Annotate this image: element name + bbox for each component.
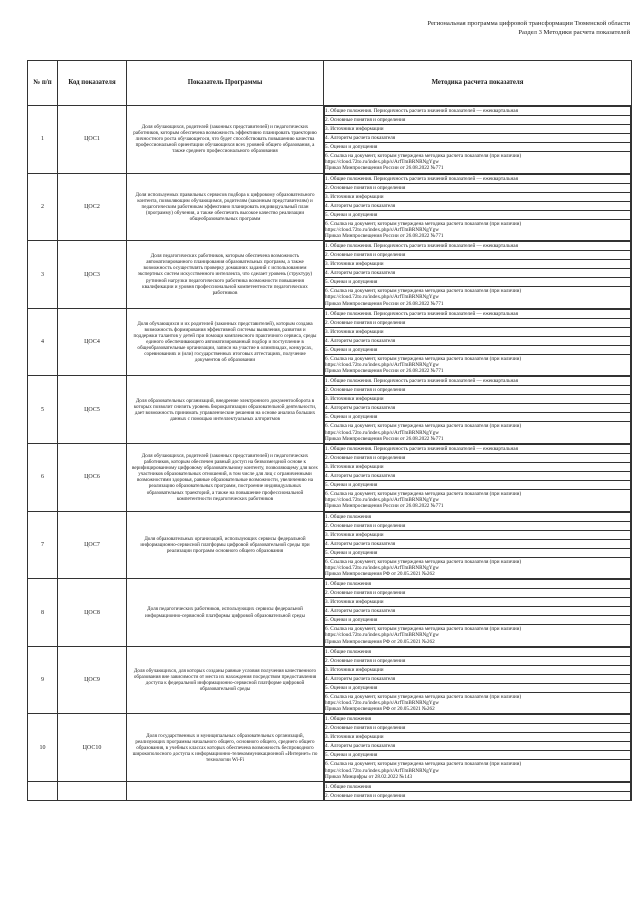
- method-step: 3. Источники информации: [325, 665, 631, 674]
- method-step-row: [325, 665, 631, 674]
- method-step: 3. Источники информации: [325, 530, 631, 539]
- method-step-row: [325, 598, 631, 607]
- row-number: 3: [28, 241, 58, 309]
- method-step: 3. Источники информации: [325, 463, 631, 472]
- method-step-row: [325, 134, 631, 143]
- table-row: [28, 579, 632, 647]
- document-reference-line: 6. Ссылка на документ, которым утверждена методика расчета показателя (при наличии): [325, 220, 522, 227]
- method-step-row: [325, 683, 631, 692]
- method-step: 2. Основные понятия и определения: [325, 386, 631, 395]
- method-step: 5. Оценки и допущения: [325, 413, 631, 422]
- method-step-row: [325, 395, 631, 404]
- document-reference-line: Приказ Минпросвещения России от 26.08.2022 №771: [325, 165, 444, 172]
- method-step-row: [325, 192, 631, 201]
- method-step-row: [325, 174, 631, 183]
- method-step-row: [325, 125, 631, 134]
- indicator-description: Доля образовательных организаций, внедрение электронного документооборота в которых позволит снизить уровень бюрократизации образовательной деятельности, дает возможность принимать управленческие решения на основе анализа больших данных с помощью интеллектуальных алгоритмов: [127, 376, 324, 444]
- method-step: 5. Оценки и допущения: [325, 481, 631, 490]
- method-step: 5. Оценки и допущения: [325, 278, 631, 287]
- method-step: 4. Алгоритм расчета показателя: [325, 201, 631, 210]
- method-step-row: [325, 792, 631, 801]
- table-header-row: [28, 61, 632, 106]
- indicator-code: ЦОС10: [58, 714, 127, 782]
- method-cell: [324, 511, 632, 579]
- document-reference-line: 6. Ссылка на документ, которым утверждена методика расчета показателя (при наличии): [325, 288, 522, 295]
- method-step-row: [325, 422, 631, 443]
- method-step: 1. Общие положения. Периодичность расчета значений показателей — ежеквартальная: [325, 377, 631, 386]
- method-step: 2. Основные понятия и определения: [325, 724, 631, 733]
- column-header-method: Методика расчета показателя: [324, 61, 632, 106]
- method-step: 2. Основные понятия и определения: [325, 454, 631, 463]
- method-step: 2. Основные понятия и определения: [325, 589, 631, 598]
- method-step: 4. Алгоритм расчета показателя: [325, 472, 631, 481]
- method-steps-table: [324, 714, 631, 781]
- method-step: 3. Источники информации: [325, 733, 631, 742]
- method-step-row: [325, 656, 631, 665]
- method-step-row: [325, 724, 631, 733]
- document-reference-line: 6. Ссылка на документ, которым утверждена методика расчета показателя (при наличии): [325, 558, 522, 565]
- method-step-row: [325, 219, 631, 240]
- method-step-row: [325, 269, 631, 278]
- document-reference-line: 6. Ссылка на документ, которым утверждена методика расчета показателя (при наличии): [325, 761, 522, 768]
- document-reference-line: Приказ Минпросвещения России от 26.08.2022 №771: [325, 435, 444, 442]
- method-step: 5. Оценки и допущения: [325, 345, 631, 354]
- method-step: 2. Основные понятия и определения: [325, 251, 631, 260]
- row-number: [28, 782, 58, 801]
- document-reference-line: Приказ Минпросвещения РФ от 20.05.2021 №262: [325, 706, 435, 713]
- method-document-reference: [325, 692, 631, 713]
- indicator-description: Доля обучающихся, родителей (законных представителей) и педагогических работников, которым обеспечен равный доступ на безвозмездной основе к верифицированному цифровому образовательному контенту, позволяющему для всех участников образовательных отношений, в том числе для лиц с ограниченными возможностями здоровья, равные образовательные возможности, увеличению на реализацию образовательных программ, построение индивидуальных образовательных траекторий, а также на повышение профессиональной компетентности педагогических работников: [127, 444, 324, 512]
- method-step-row: [325, 242, 631, 251]
- method-step: 2. Основные понятия и определения: [325, 792, 631, 801]
- method-step-row: [325, 539, 631, 548]
- document-link[interactable]: https://cloud.72to.ru/index.php/s/ArfTmBRNRNgYgw: [325, 700, 439, 707]
- method-cell: [324, 106, 632, 174]
- document-reference-line: 6. Ссылка на документ, которым утверждена методика расчета показателя (при наличии): [325, 693, 522, 700]
- table-row: [28, 444, 632, 512]
- method-document-reference: [325, 625, 631, 646]
- method-step: 5. Оценки и допущения: [325, 683, 631, 692]
- method-step-row: [325, 783, 631, 792]
- method-steps-table: [324, 782, 631, 800]
- method-step: 4. Алгоритм расчета показателя: [325, 404, 631, 413]
- method-step-row: [325, 692, 631, 713]
- indicator-description: Доля педагогических работников, которым обеспечена возможность автоматизированного планирования образовательных программ, а также возможность осуществлять проверку домашних заданий с использованием экспертных систем искусственного интеллекта, что сделает уровень (структуру) рутинной нагрузки педагогического работника возможности повышения квалификации и уровня профессиональной компетентности педагогических работников: [127, 241, 324, 309]
- method-step: 4. Алгоритм расчета показателя: [325, 742, 631, 751]
- document-reference-line: Приказ Минпросвещения России от 26.08.2022 №771: [325, 368, 444, 375]
- method-step-row: [325, 404, 631, 413]
- method-step: 4. Алгоритм расчета показателя: [325, 269, 631, 278]
- document-link[interactable]: https://cloud.72to.ru/index.php/s/ArfTmBRNRNgYgw: [325, 294, 439, 301]
- table-row: [28, 241, 632, 309]
- method-step: 2. Основные понятия и определения: [325, 521, 631, 530]
- document-reference-line: Приказ Минпросвещения России от 26.08.2022 №771: [325, 233, 444, 240]
- document-reference-line: Приказ Минпросвещения России от 26.08.2022 №771: [325, 300, 444, 307]
- document-reference-line: 6. Ссылка на документ, которым утверждена методика расчета показателя (при наличии): [325, 153, 522, 159]
- indicator-code: ЦОС5: [58, 376, 127, 444]
- method-step: 3. Источники информации: [325, 598, 631, 607]
- row-number: 6: [28, 444, 58, 512]
- method-step: 1. Общие положения: [325, 715, 631, 724]
- document-reference-line: Приказ Минпросвещения России от 26.08.2022 №771: [325, 503, 444, 510]
- method-step-row: [325, 377, 631, 386]
- method-step-row: [325, 625, 631, 646]
- method-step-row: [325, 413, 631, 422]
- method-steps-table: [324, 241, 631, 308]
- method-step-row: [325, 715, 631, 724]
- method-step: 3. Источники информации: [325, 327, 631, 336]
- document-reference-line: 6. Ссылка на документ, которым утверждена методика расчета показателя (при наличии): [325, 626, 522, 633]
- document-header: [427, 20, 630, 37]
- method-cell: [324, 579, 632, 647]
- method-step-row: [325, 327, 631, 336]
- method-step-row: [325, 152, 631, 173]
- method-step-row: [325, 481, 631, 490]
- row-number: 2: [28, 173, 58, 241]
- row-number: 9: [28, 646, 58, 714]
- method-step: 3. Источники информации: [325, 395, 631, 404]
- method-steps-table: [324, 444, 631, 511]
- indicator-description: [127, 782, 324, 801]
- method-step-row: [325, 318, 631, 327]
- row-number: 4: [28, 308, 58, 376]
- document-reference-line: Приказ Минцифры от 28.02.2022 №143: [325, 773, 413, 780]
- indicator-code: ЦОС2: [58, 173, 127, 241]
- method-step: 4. Алгоритм расчета показателя: [325, 539, 631, 548]
- table-row: [28, 714, 632, 782]
- method-step-row: [325, 345, 631, 354]
- document-reference-line: 6. Ссылка на документ, которым утверждена методика расчета показателя (при наличии): [325, 355, 522, 362]
- indicator-description: Доля обучающихся и их родителей (законных представителей), которым создана возможность формирования эффективной системы выявления, развития и поддержки талантов у детей при помощи комплексного практичного сервиса, среды единого обеспечивающего автоматизированный подбор и поступление в общеобразовательные организации, записи на участие в олимпиадах, конкурсах, соревнованиях и (или) государственных итоговых аттестациях, получение документов об образовании: [127, 308, 324, 376]
- indicator-description: Доля образовательных организаций, использующих сервисы федеральной информационно-сервисной платформы цифровой образовательной среды при реализации программ основного общего образования: [127, 511, 324, 579]
- method-step-row: [325, 210, 631, 219]
- method-steps-table: [324, 376, 631, 443]
- method-step: 3. Источники информации: [325, 125, 631, 134]
- method-step-row: [325, 530, 631, 539]
- method-step: 4. Алгоритм расчета показателя: [325, 607, 631, 616]
- indicator-code: [58, 782, 127, 801]
- method-step-row: [325, 589, 631, 598]
- table-row: [28, 511, 632, 579]
- method-document-reference: [325, 287, 631, 308]
- method-step: 1. Общие положения. Периодичность расчета значений показателей — ежеквартальная: [325, 309, 631, 318]
- method-step: 2. Основные понятия и определения: [325, 116, 631, 125]
- method-step: 1. Общие положения: [325, 580, 631, 589]
- table-row: [28, 106, 632, 174]
- document-reference-line: Приказ Минпросвещения РФ от 20.05.2021 №262: [325, 571, 435, 578]
- indicator-code: ЦОС3: [58, 241, 127, 309]
- method-step: 1. Общие положения. Периодичность расчета значений показателей — ежеквартальная: [325, 107, 631, 116]
- table-body: [28, 106, 632, 801]
- method-step-row: [325, 143, 631, 152]
- method-step: 3. Источники информации: [325, 192, 631, 201]
- method-step-row: [325, 607, 631, 616]
- method-step-row: [325, 548, 631, 557]
- indicator-code: ЦОС8: [58, 579, 127, 647]
- method-document-reference: [325, 422, 631, 443]
- document-link[interactable]: https://cloud.72to.ru/index.php/s/ArfTmBRNRNgYgw: [325, 362, 439, 369]
- method-step-row: [325, 309, 631, 318]
- method-step-row: [325, 512, 631, 521]
- method-cell: [324, 241, 632, 309]
- method-step-row: [325, 760, 631, 781]
- method-step-row: [325, 445, 631, 454]
- method-cell: [324, 376, 632, 444]
- method-document-reference: [325, 557, 631, 578]
- method-step: 1. Общие положения. Периодичность расчета значений показателей — ежеквартальная: [325, 445, 631, 454]
- method-step-row: [325, 116, 631, 125]
- method-step-row: [325, 742, 631, 751]
- document-link[interactable]: https://cloud.72to.ru/index.php/s/ArfTmBRNRNgYgw: [325, 429, 439, 436]
- row-number: 5: [28, 376, 58, 444]
- indicator-description: Доля обучающихся, родителей (законных представителей) и педагогических работников, которым обеспечена возможность эффективно планировать траекторию личностного роста обучающегося, что будет способствовать повышению качества профессиональной ориентации обучающихся всех уровней общего образования, а также среднего профессионального образования: [127, 106, 324, 174]
- method-step: 1. Общие положения. Периодичность расчета значений показателей — ежеквартальная: [325, 174, 631, 183]
- method-step: 5. Оценки и допущения: [325, 616, 631, 625]
- method-step-row: [325, 674, 631, 683]
- method-step: 1. Общие положения: [325, 512, 631, 521]
- row-number: 1: [28, 106, 58, 174]
- row-number: 10: [28, 714, 58, 782]
- method-step: 1. Общие положения: [325, 647, 631, 656]
- method-steps-table: [324, 647, 631, 714]
- method-cell: [324, 308, 632, 376]
- document-reference-line: Приказ Минпросвещения РФ от 20.05.2021 №262: [325, 638, 435, 645]
- indicator-code: ЦОС4: [58, 308, 127, 376]
- header-program-title: Региональная программа цифровой трансформации Тюменской области: [427, 20, 630, 27]
- method-steps-table: [324, 106, 631, 173]
- method-cell: [324, 173, 632, 241]
- method-step: 4. Алгоритм расчета показателя: [325, 134, 631, 143]
- method-step: 3. Источники информации: [325, 260, 631, 269]
- method-step-row: [325, 647, 631, 656]
- method-step-row: [325, 107, 631, 116]
- method-document-reference: [325, 219, 631, 240]
- method-steps-table: [324, 579, 631, 646]
- indicator-description: Доля педагогических работников, использующих сервисы федеральной информационно-сервисной платформы цифровой образовательной среды: [127, 579, 324, 647]
- method-step-row: [325, 386, 631, 395]
- indicator-code: ЦОС1: [58, 106, 127, 174]
- indicator-description: Доля обучающихся, для которых созданы равные условия получения качественного образования вне зависимости от места их нахождения посредством предоставления доступа к федеральной информационно-сервисной платформе цифровой образовательной среды: [127, 646, 324, 714]
- method-step-row: [325, 260, 631, 269]
- method-step-row: [325, 751, 631, 760]
- method-step-row: [325, 472, 631, 481]
- method-step-row: [325, 463, 631, 472]
- method-cell: [324, 646, 632, 714]
- row-number: 7: [28, 511, 58, 579]
- document-link[interactable]: https://cloud.72to.ru/index.php/s/ArfTmBRNRNgYgw: [325, 632, 439, 639]
- method-step-row: [325, 557, 631, 578]
- method-step-row: [325, 336, 631, 345]
- column-header-number: № п/п: [28, 61, 58, 106]
- method-step: 4. Алгоритм расчета показателя: [325, 336, 631, 345]
- method-step: 5. Оценки и допущения: [325, 210, 631, 219]
- header-section-title: Раздел 3 Методики расчета показателей: [518, 28, 630, 36]
- table-row: [28, 782, 632, 801]
- method-step-row: [325, 733, 631, 742]
- method-step: 2. Основные понятия и определения: [325, 183, 631, 192]
- method-step: 2. Основные понятия и определения: [325, 656, 631, 665]
- column-header-indicator: Показатель Программы: [127, 61, 324, 106]
- method-steps-table: [324, 512, 631, 579]
- method-step: 5. Оценки и допущения: [325, 548, 631, 557]
- indicator-code: ЦОС7: [58, 511, 127, 579]
- table-row: [28, 308, 632, 376]
- table-row: [28, 376, 632, 444]
- document-link[interactable]: https://cloud.72to.ru/index.php/s/ArfTmBRNRNgYgw: [325, 497, 439, 504]
- method-document-reference: [325, 760, 631, 781]
- method-step-row: [325, 201, 631, 210]
- method-document-reference: [325, 354, 631, 375]
- row-number: 8: [28, 579, 58, 647]
- method-step: 4. Алгоритм расчета показателя: [325, 674, 631, 683]
- method-cell: [324, 714, 632, 782]
- method-document-reference: [325, 490, 631, 511]
- method-step-row: [325, 616, 631, 625]
- method-document-reference: [325, 152, 631, 173]
- column-header-code: Код показателя: [58, 61, 127, 106]
- document-link[interactable]: https://cloud.72to.ru/index.php/s/ArfTmBRNRNgYgw: [325, 226, 439, 233]
- method-step: 5. Оценки и допущения: [325, 143, 631, 152]
- document-link[interactable]: https://cloud.72to.ru/index.php/s/ArfTmBRNRNgYgw: [325, 564, 439, 571]
- indicators-table: [27, 60, 632, 801]
- method-step: 1. Общие положения: [325, 783, 631, 792]
- document-link[interactable]: https://cloud.72to.ru/index.php/s/ArfTmBRNRNgYgw: [325, 767, 439, 774]
- method-cell: [324, 444, 632, 512]
- indicator-description: Доля используемых правильных сервисов подбора к цифровому образовательного контента, позволяющим обучающимся, родителям (законным представителям) и педагогическим работникам эффективно планировать индивидуальный план (программу) обучения, а также обеспечить высокое качество реализации общеобразовательных программ: [127, 173, 324, 241]
- method-step-row: [325, 490, 631, 511]
- method-step-row: [325, 521, 631, 530]
- method-step-row: [325, 287, 631, 308]
- indicator-code: ЦОС9: [58, 646, 127, 714]
- indicator-description: Доля государственных и муниципальных образовательных организаций, реализующих программы начального общего, основного общего, среднего общего образования, в учебных классах которых обеспечена возможность беспроводного широкополосного доступа к информационно-телекоммуникационной «Интернет» по технологии Wi-Fi: [127, 714, 324, 782]
- method-step: 1. Общие положения. Периодичность расчета значений показателей — ежеквартальная: [325, 242, 631, 251]
- method-step-row: [325, 251, 631, 260]
- method-step-row: [325, 183, 631, 192]
- document-link[interactable]: https://cloud.72to.ru/index.php/s/ArfTmBRNRNgYgw: [325, 159, 439, 166]
- method-step-row: [325, 454, 631, 463]
- method-step-row: [325, 278, 631, 287]
- document-reference-line: 6. Ссылка на документ, которым утверждена методика расчета показателя (при наличии): [325, 491, 522, 498]
- method-step: 5. Оценки и допущения: [325, 751, 631, 760]
- method-steps-table: [324, 309, 631, 376]
- indicator-code: ЦОС6: [58, 444, 127, 512]
- method-step-row: [325, 580, 631, 589]
- method-step: 2. Основные понятия и определения: [325, 318, 631, 327]
- method-cell: [324, 782, 632, 801]
- table-row: [28, 173, 632, 241]
- table-row: [28, 646, 632, 714]
- method-step-row: [325, 354, 631, 375]
- document-reference-line: 6. Ссылка на документ, которым утверждена методика расчета показателя (при наличии): [325, 423, 522, 430]
- method-steps-table: [324, 174, 631, 241]
